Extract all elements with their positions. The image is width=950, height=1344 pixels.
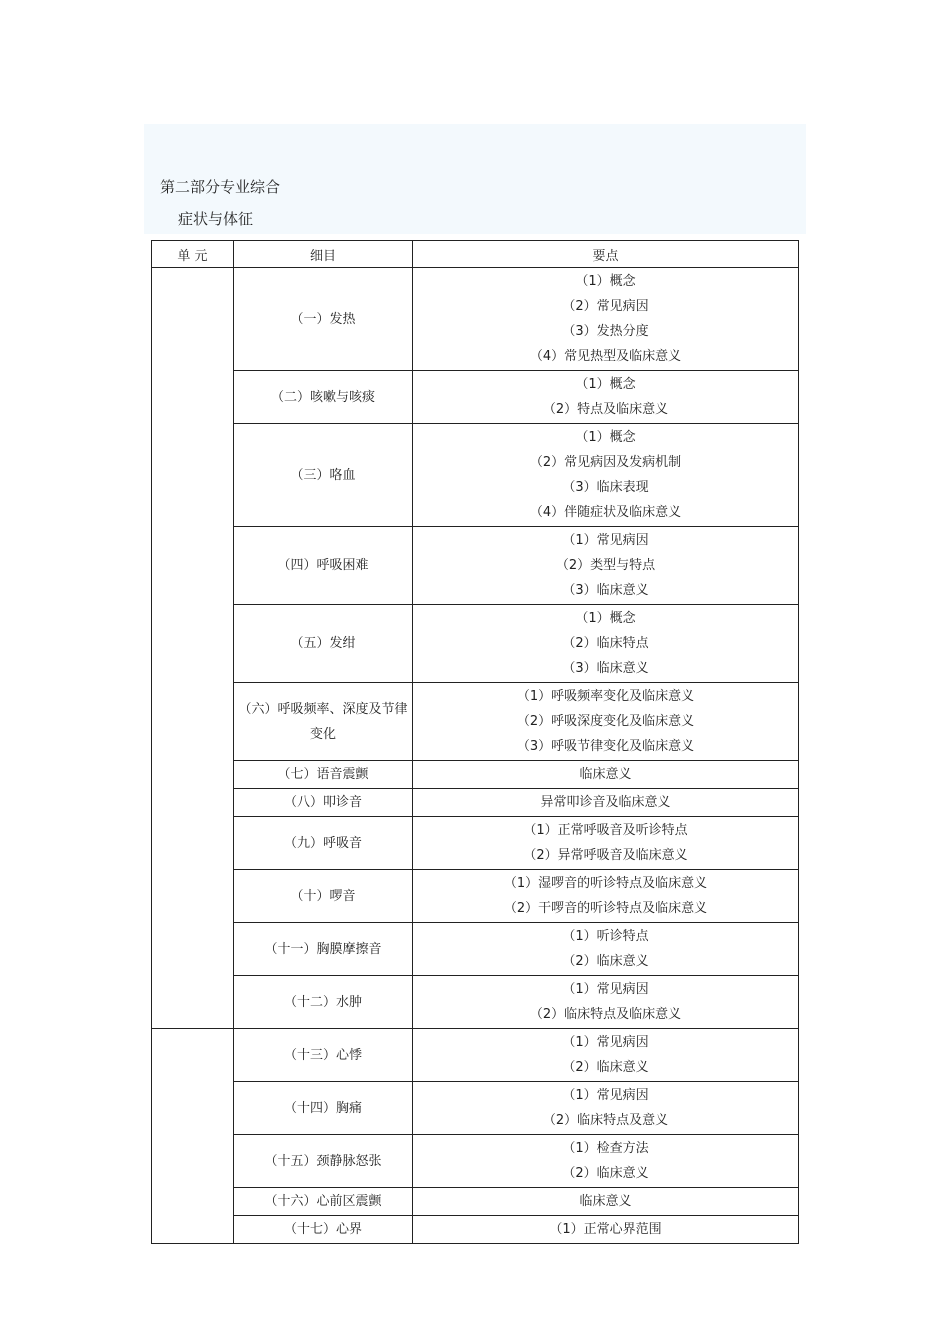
item-cell: （一）发热 [234, 268, 413, 371]
table-row [152, 1188, 799, 1216]
item-cell: （十）啰音 [234, 870, 413, 923]
item-cell: （三）咯血 [234, 424, 413, 527]
unit-cell [152, 1029, 234, 1244]
point-line: （1）概念 [575, 377, 636, 392]
point-line: （1）常见病因 [562, 1088, 649, 1103]
item-cell: （十七）心界 [234, 1216, 413, 1244]
table-row [152, 817, 799, 870]
points-cell [413, 923, 799, 976]
table-row [152, 789, 799, 817]
item-cell: （八）叩诊音 [234, 789, 413, 817]
table-row [152, 923, 799, 976]
table-row [152, 1029, 799, 1082]
point-line: （1）湿啰音的听诊特点及临床意义 [503, 876, 708, 891]
unit-cell [152, 268, 234, 1029]
point-line: （3）呼吸节律变化及临床意义 [516, 739, 695, 754]
points-cell [413, 527, 799, 605]
point-line: （1）概念 [575, 274, 636, 289]
item-cell: （六）呼吸频率、深度及节律变化 [234, 683, 413, 761]
item-cell: （十三）心悸 [234, 1029, 413, 1082]
table-body [152, 268, 799, 1244]
points-cell [413, 1216, 799, 1244]
point-line: （4）常见热型及临床意义 [529, 349, 682, 364]
point-line: （2）临床意义 [562, 1060, 649, 1075]
point-line: （1）正常心界范围 [549, 1222, 662, 1237]
table-row [152, 683, 799, 761]
points-cell [413, 817, 799, 870]
points-cell [413, 424, 799, 527]
point-line: （2）特点及临床意义 [542, 402, 669, 417]
point-line: （1）常见病因 [562, 1035, 649, 1050]
point-line: （2）干啰音的听诊特点及临床意义 [503, 901, 708, 916]
points-cell [413, 1082, 799, 1135]
point-line: （2）常见病因及发病机制 [529, 455, 682, 470]
item-cell: （五）发绀 [234, 605, 413, 683]
table-row [152, 976, 799, 1029]
point-line: （2）临床意义 [562, 954, 649, 969]
table-row [152, 1135, 799, 1188]
table-row [152, 424, 799, 527]
point-line: （2）临床特点及意义 [542, 1113, 669, 1128]
points-cell [413, 605, 799, 683]
point-line: （2）异常呼吸音及临床意义 [523, 848, 688, 863]
points-cell [413, 976, 799, 1029]
table-row [152, 761, 799, 789]
points-cell [413, 870, 799, 923]
table-row [152, 1082, 799, 1135]
table-header-row [152, 241, 799, 268]
item-cell: （十二）水肿 [234, 976, 413, 1029]
point-line: （2）常见病因 [562, 299, 649, 314]
table-row [152, 870, 799, 923]
item-cell: （七）语音震颤 [234, 761, 413, 789]
header-unit: 单 元 [152, 241, 234, 268]
point-line: （1）正常呼吸音及听诊特点 [523, 823, 688, 838]
points-cell [413, 761, 799, 789]
header-points: 要点 [413, 241, 799, 268]
item-cell: （四）呼吸困难 [234, 527, 413, 605]
syllabus-table [151, 240, 799, 1244]
table-row [152, 371, 799, 424]
point-line: （4）伴随症状及临床意义 [529, 505, 682, 520]
point-line: （1）概念 [575, 430, 636, 445]
point-line: （1）呼吸频率变化及临床意义 [516, 689, 695, 704]
part-title: 第二部分专业综合 [160, 178, 281, 196]
table-row [152, 1216, 799, 1244]
point-line: （2）临床特点及临床意义 [529, 1007, 682, 1022]
point-line: （2）临床意义 [562, 1166, 649, 1181]
item-cell: （二）咳嗽与咳痰 [234, 371, 413, 424]
point-line: 异常叩诊音及临床意义 [540, 795, 671, 810]
point-line: （2）呼吸深度变化及临床意义 [516, 714, 695, 729]
table-row [152, 268, 799, 371]
item-cell: （十四）胸痛 [234, 1082, 413, 1135]
points-cell [413, 268, 799, 371]
point-line: （3）发热分度 [562, 324, 649, 339]
points-cell [413, 1188, 799, 1216]
item-cell: （九）呼吸音 [234, 817, 413, 870]
item-cell: （十一）胸膜摩擦音 [234, 923, 413, 976]
points-cell [413, 683, 799, 761]
point-line: 临床意义 [579, 767, 632, 782]
point-line: （2）类型与特点 [555, 558, 656, 573]
item-cell: （十六）心前区震颤 [234, 1188, 413, 1216]
points-cell [413, 371, 799, 424]
header-item: 细目 [234, 241, 413, 268]
item-cell: （十五）颈静脉怒张 [234, 1135, 413, 1188]
point-line: （1）常见病因 [562, 533, 649, 548]
point-line: （1）检查方法 [562, 1141, 649, 1156]
table-row [152, 527, 799, 605]
point-line: （3）临床意义 [562, 583, 649, 598]
point-line: （1）概念 [575, 611, 636, 626]
point-line: （3）临床表现 [562, 480, 649, 495]
point-line: （1）常见病因 [562, 982, 649, 997]
point-line: （1）听诊特点 [562, 929, 649, 944]
points-cell [413, 1135, 799, 1188]
points-cell [413, 789, 799, 817]
point-line: （2）临床特点 [562, 636, 649, 651]
table-row [152, 605, 799, 683]
section-title: 症状与体征 [178, 210, 254, 228]
point-line: （3）临床意义 [562, 661, 649, 676]
point-line: 临床意义 [579, 1194, 632, 1209]
points-cell [413, 1029, 799, 1082]
